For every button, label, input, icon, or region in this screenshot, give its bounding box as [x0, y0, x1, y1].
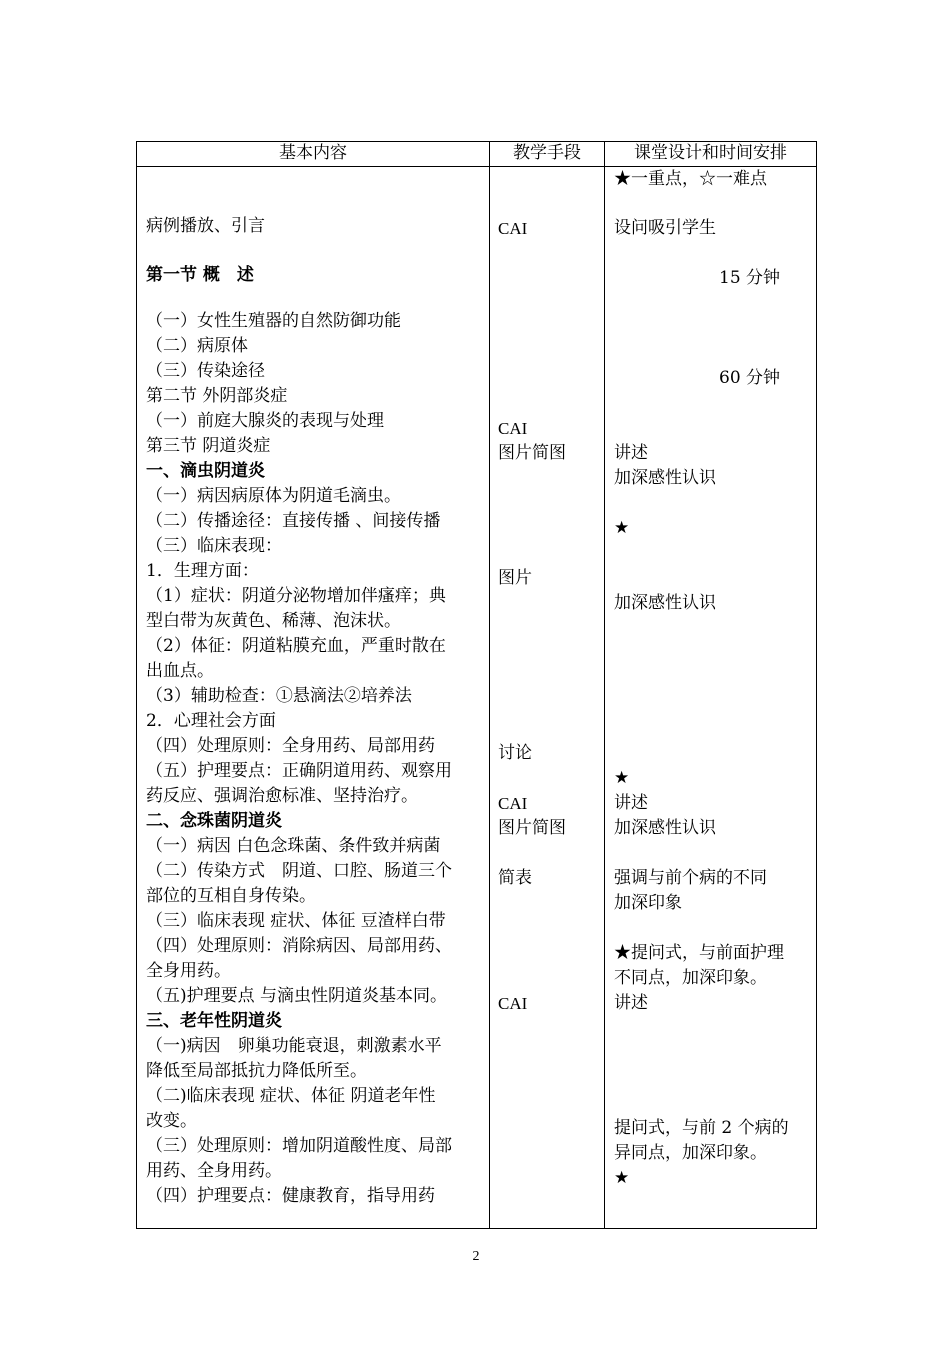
- content-line: 1．生理方面：: [146, 561, 259, 581]
- content-line: （三）传染途径: [146, 361, 265, 381]
- section-title: 第一节 概 述: [146, 265, 254, 285]
- content-line: （三）处理原则：增加阴道酸性度、局部: [146, 1136, 452, 1156]
- table-col-divider-1: [489, 141, 490, 1229]
- content-line: （四）护理要点：健康教育，指导用药: [146, 1186, 435, 1206]
- header-design: 课堂设计和时间安排: [634, 143, 787, 163]
- design-item: 设问吸引学生: [614, 218, 716, 238]
- content-line: 降低至局部抵抗力降低所至。: [146, 1061, 367, 1081]
- content-line: （二)临床表现 症状、体征 阴道老年性: [146, 1086, 436, 1106]
- table-left-border: [136, 141, 137, 1229]
- content-line: （3）辅助检查：①悬滴法②培养法: [146, 686, 412, 706]
- means-item: CAI: [498, 994, 528, 1013]
- content-line: （五)护理要点 与滴虫性阴道炎基本同。: [146, 986, 448, 1006]
- header-content: 基本内容: [279, 143, 347, 163]
- section-title: 第三节 阴道炎症: [146, 436, 271, 456]
- key-point-star: ★: [614, 518, 630, 538]
- design-item: 讲述: [614, 993, 648, 1013]
- subsection-title: 二、念珠菌阴道炎: [146, 811, 282, 831]
- page-number: 2: [472, 1249, 480, 1264]
- content-line: （二）传播途径：直接传播 、间接传播: [146, 511, 441, 531]
- content-line: 改变。: [146, 1111, 197, 1131]
- content-line: （四）处理原则：全身用药、局部用药: [146, 736, 435, 756]
- content-line: 2．心理社会方面: [146, 711, 276, 731]
- content-line: （三）临床表现：: [146, 536, 282, 556]
- design-item: 提问式，与前 2 个病的: [614, 1118, 789, 1138]
- design-item: 讲述: [614, 793, 648, 813]
- means-item: 图片: [498, 568, 532, 588]
- means-item: CAI: [498, 219, 528, 238]
- content-line: （一）前庭大腺炎的表现与处理: [146, 411, 384, 431]
- time-allocation: 60 分钟: [719, 368, 781, 388]
- design-item: 不同点，加深印象。: [614, 968, 767, 988]
- design-item: 加深感性认识: [614, 593, 716, 613]
- design-item: 加深感性认识: [614, 468, 716, 488]
- content-line: （一）病因病原体为阴道毛滴虫。: [146, 486, 401, 506]
- content-line: （一）病因 白色念珠菌、条件致并病菌: [146, 836, 441, 856]
- content-line: 型白带为灰黄色、稀薄、泡沫状。: [146, 611, 401, 631]
- content-line: 药反应、强调治愈标准、坚持治疗。: [146, 786, 418, 806]
- design-item: 强调与前个病的不同: [614, 868, 767, 888]
- table-right-border: [816, 141, 817, 1229]
- means-item: 简表: [498, 868, 532, 888]
- content-line: （一)病因 卵巢功能衰退，刺激素水平: [146, 1036, 442, 1056]
- means-item: CAI: [498, 419, 528, 438]
- design-item: ★提问式，与前面护理: [614, 943, 784, 963]
- content-line: （二）病原体: [146, 336, 248, 356]
- means-item: 图片简图: [498, 443, 566, 463]
- content-line: （一）女性生殖器的自然防御功能: [146, 311, 401, 331]
- subsection-title: 一、滴虫阴道炎: [146, 461, 265, 481]
- content-line: （1）症状：阴道分泌物增加伴瘙痒；典: [146, 586, 446, 606]
- section-title: 第二节 外阴部炎症: [146, 386, 288, 406]
- time-allocation: 15 分钟: [719, 268, 781, 288]
- design-item: 加深印象: [614, 893, 682, 913]
- means-item: 图片简图: [498, 818, 566, 838]
- content-line: （三）临床表现 症状、体征 豆渣样白带: [146, 911, 446, 931]
- content-line: 病例播放、引言: [146, 216, 265, 236]
- subsection-title: 三、老年性阴道炎: [146, 1011, 282, 1031]
- legend-note: ★一重点，☆一难点: [614, 169, 767, 189]
- content-line: （五）护理要点：正确阴道用药、观察用: [146, 761, 452, 781]
- content-line: 全身用药。: [146, 961, 231, 981]
- content-line: 用药、全身用药。: [146, 1161, 282, 1181]
- means-item: 讨论: [498, 743, 532, 763]
- content-line: （2）体征：阴道粘膜充血，严重时散在: [146, 636, 446, 656]
- content-line: 出血点。: [146, 661, 214, 681]
- design-item: 讲述: [614, 443, 648, 463]
- header-means: 教学手段: [513, 143, 581, 163]
- means-item: CAI: [498, 794, 528, 813]
- design-item: 异同点，加深印象。: [614, 1143, 767, 1163]
- design-item: 加深感性认识: [614, 818, 716, 838]
- content-line: （二）传染方式 阴道、口腔、肠道三个: [146, 861, 452, 881]
- table-bottom-border: [136, 1228, 817, 1229]
- content-line: 部位的互相自身传染。: [146, 886, 316, 906]
- key-point-star: ★: [614, 768, 630, 788]
- content-line: （四）处理原则：消除病因、局部用药、: [146, 936, 452, 956]
- table-col-divider-2: [604, 141, 605, 1229]
- key-point-star: ★: [614, 1168, 630, 1188]
